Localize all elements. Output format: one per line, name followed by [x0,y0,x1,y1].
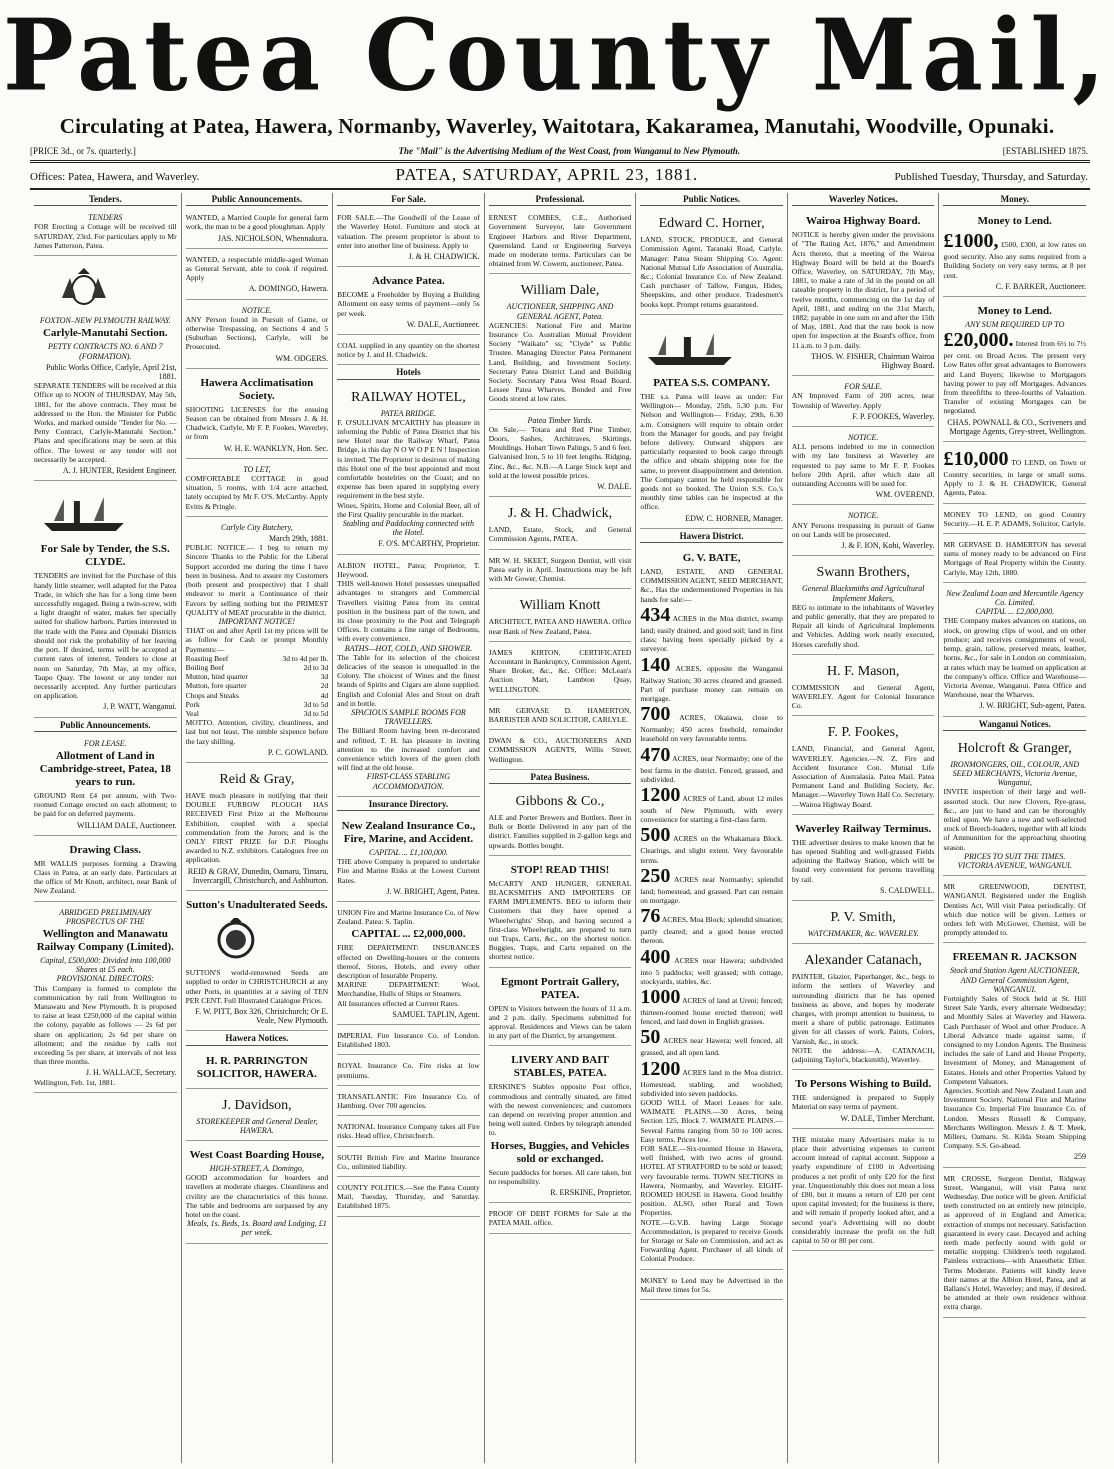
ad-gibbons [489,788,632,856]
ad-heading: PATEA S.S. COMPANY. [653,377,770,390]
property-item: 500 ACRES on the Whakamara Block. Clearings, and slight extent. Very favourable terms. [640,824,783,865]
ad-body: SEPARATE TENDERS will be received at this Office up to NOON of THURSDAY, May 5th, 1881, for the above contracts. They must be addressed to the Hon. the Minister for Public Works, and marked outside "Tender for No. — Petty Contract, Carlyle-Manutahi Section." Plans and specifications may be seen at this office. The lowest or any tender will not necessarily be accepted. [34,381,177,464]
columns [30,193,1090,1463]
ad-heading: TO LET, [243,464,271,474]
ad-heading: ABRIDGED PRELIMINARY PROSPECTUS OF THE [59,907,152,926]
ad-advertisers: THE mistake many Advertisers make is to place their advertising expenses to current account instead of capital account. Suppose a yearly expenditure of £100 in Advertising produces a net profit of only £20 for the first year. Unquestionably this does not mean a loss of £80, but it means a return of £20 per cent upon capital invested; for the business is there, and will remain if properly looked after, and a second year's Advertising will no doubt considerably increase the profit on the full capital to 50 or 80 per cent. [792,1132,935,1251]
ad-body: THE undersigned is prepared to Supply Material on easy terms of payment. [791,1093,935,1112]
ad-body: MR WALLIS purposes forming a Drawing Class in Patea, at an early date. Particulars at the office of Mr Knott, architect, near Bank of New Zealand. [34,858,177,896]
section-heading: Waverley Notices. [792,195,935,206]
ad-body: COMFORTABLE COTTAGE in good situation, 5 rooms, with 1/4 acre attached, lately occupied by Mr F. O'S. McCarthy. Apply Evitts & Pringle. [185,474,329,511]
ad-hotel-sale [337,210,480,267]
ad-heading: West Coast Boarding House, [189,1149,325,1162]
ad-sub: HIGH-STREET, A. Domingo, [209,1164,304,1174]
section-heading: Public Notices. [640,195,783,206]
ad-railway-hotel [337,384,480,555]
ad-signature: W. DALE, Auctioneer. [406,319,480,329]
ad-mason [792,658,935,717]
established-info: [ESTABLISHED 1875. [1002,146,1088,156]
ad-heading: FREEMAN R. JACKSON [952,951,1077,964]
ad-chadwick [489,500,632,549]
ad-signature: J. W. BRIGHT, Agent, Patea. [386,886,480,896]
ad-heading: Edward C. Horner, [658,216,765,232]
ad-body: McCARTY AND HUNGER, GENERAL BLACKSMITHS AND IMPORTERS OF FARM IMPLEMENTS. BEG to inform their Customers that they have opened a Wheelwrights' Shop, and having secured a first-class Wheelwright, are prepared to turn out Traps, Carts, &c., on the shortest notice. Buggies, Traps, and Carts repaired on the shortest notice. [488,878,632,962]
ad-heading: UNION Fire and Marine Insurance Co. of New Zealand. Patea: S. Taplin. [337,907,480,927]
ad-parrington [186,1050,329,1089]
ad-horses: Horses, Buggies, and Vehicles sold or exchanged. [490,1139,630,1165]
ad-body: ALE and Porter Brewers and Bottlers. Beer in Bulk or Bottle Delivered in any part of the district. Families supplied in 2-gallon kegs and upwards. Bottles bought. [488,812,632,850]
property-item: 1000 ACRES of land at Ureni; fenced; thirteen-roomed house erected thereon; well fenced, and laid down in English grasses. [640,985,783,1027]
ad-notice-ion [792,508,935,556]
ad-heading: P. V. Smith, [830,909,896,925]
ad-body: WANTED, a respectable middle-aged Woman as General Servant, able to cook if required. Apply [185,254,329,283]
ad-signature: A. J. HUNTER, Resident Engineer. [62,466,177,476]
offices-info: Offices: Patea, Hawera, and Waverley. [30,171,200,183]
column-5 [636,193,788,1463]
ad-heading: Wairoa Highway Board. [805,215,921,228]
ad-heading: J. & H. Chadwick, [507,506,613,522]
ad-body: COAL supplied in any quantity on the shortest notice by J. and H. Chadwick. [337,341,480,360]
ad-heading: Money to Lend. [977,215,1052,228]
ad-signature: C. F. BARKER, Auctioneer. [995,281,1087,291]
masthead [0,0,1114,112]
ad-body: THE advertiser desires to make known that he has opened Stabling and well-grassed Fields adjoining the Railway Station, which will be found very convenient for persons travelling by rail. [791,837,935,884]
ad-directors: PROVISIONAL DIRECTORS: [56,974,154,984]
ad-heading: H. R. PARRINGTON SOLICITOR, HAWERA. [196,1054,317,1080]
ad-fookes [792,719,935,814]
ad-signature: CHAS. POWNALL & CO., Scriveners and Mortgage Agents, Grey-street, Wellington. [947,417,1087,436]
price-row: Mutton, fore quarter 2d [185,681,329,691]
ad-wanted-couple [186,210,329,249]
ad-body: AN Improved Farm of 200 acres, near Township of Waverley. Apply [791,391,935,410]
ad-body: On Sale,— Totara and Red Pine Timber, Doors, Sashes, Architraves, Skirtings, Mouldings. Hobart Town Palings, 5 and 6 feet. Galvanised Iron, 5 to 10 feet lengths. Ridging, Zinc, &c., &c. N.B.—A Large Stock kept and sold at the lowest possible prices. [488,424,632,480]
ad-nz-loan [943,586,1086,717]
ad-railway [34,259,177,481]
section-heading: Money. [943,195,1086,206]
ad-signature: WM. ODGERS. [275,353,329,363]
ad-signature: F. O'S. M'CARTHY, Proprietor. [378,539,480,549]
ad-more: GOOD WILL of Maori Leases for sale. WAIMATE PLAINS.—30 Acres, being Section 125, Block 7. WAIMATE PLAINS.—Several Farms ranging from 50 to 100 acres. Easy terms. Prices low. [640,1097,783,1144]
ad-signature: A. DOMINGO, Hawera. [248,284,329,294]
ad-signature: WM. OVEREND. [875,490,935,500]
ad-money-adams: MONEY TO LEND, on good Country Security.—H. E. P. ADAMS, Solicitor, Carlyle. [943,507,1086,534]
ad-body: GOOD accommodation for boarders and travellers at moderate charges. Cleanliness and civility are the characteristics of this house. The table and bedrooms are surpassed by any hotel on the coast. [185,1173,329,1220]
ad-prices: PRICES TO SUIT THE TIMES. [964,851,1066,861]
section-heading: Hotels [337,368,480,379]
ad-signature: W. H. E. WANKLYN, Hon. Sec. [223,443,329,453]
ad-combes: ERNEST COMBES, C.E., Authorised Government Surveyor, late Government Engineer Harbors and River Department, Queensland. Land or Engineering Surveys made on moderate terms. Particulars can be obtained from W. Cowern, auctioneer, Patea. [489,210,632,274]
ad-body: ANY Person found in Pursuit of Game, or otherwise Trespassing, on Sections 4 and 5 (Suburban Sections), Carlyle, will be Prosecuted. [185,314,329,352]
steamship-icon [640,325,740,369]
ad-holcroft [943,735,1086,876]
ad-lease [34,736,177,836]
ad-capital: Capital, £500,000: Divided into 100,000 Shares at £5 each. [40,955,171,975]
ad-timber [489,413,632,498]
publication-days: Published Tuesday, Thursday, and Saturday. [894,171,1088,183]
section-heading: Tenders. [34,195,177,206]
ad-heading: To Persons Wishing to Build. [795,1078,932,1091]
ad-heading: For Sale by Tender, the S.S. CLYDE. [40,543,170,569]
ad-boarding-house [186,1144,329,1244]
ad-body: F. O'SULLIVAN M'CARTHY has pleasure in informing the Public of Patea District that his new Hotel near the Railway Wharf, Patea Bridge, is this day N O W O P E N ! Inspection is invited. The Proprietor is desirous of making this Hotel one of the best appointed and most comfortable hostelries on the Coast; and no expense has been spared in supplying every requirement in the best style. [337,417,480,501]
section-heading: Public Announcements. [186,195,329,206]
ad-heading: FOR LEASE. [83,738,127,748]
ad-heading: Reid & Gray, [219,771,295,787]
ad-signature: REID & GRAY, Dunedin, Oamaru, Timaru, Invercargill, Christchurch, and Ashburton. [187,866,329,885]
ad-jackson [943,946,1086,1167]
ad-title: Wellington and Manawatu Railway Company (Limited). [36,927,174,953]
ad-signature: F. P. FOOKES, Waverley. [852,411,935,421]
ad-signature: J. W. BRIGHT, Sub-agent, Patea. [979,701,1087,711]
ad-money-chadwick [943,445,1086,504]
ad-signature: JAS. NICHOLSON, Whennakura. [217,233,329,243]
ad-nz-insurance [337,815,480,902]
ad-note: NOTE.—G.V.B. having Large Storage Accommodation, is prepared to receive Goods for Storage or Sale on Commission, and act as Forwarding Agent. Purchaser of all kinds of Colonial Produce. [640,1217,783,1264]
coat-of-arms-icon [34,266,134,310]
ad-heading: Egmont Portrait Gallery, PATEA. [500,975,620,1001]
ad-build [792,1073,935,1129]
ad-money-barker [943,210,1086,297]
ad-signature: S. CALDWELL. [880,885,935,895]
price-row: Veal 3d to 5d [185,708,329,718]
section-heading: Wanganui Notices. [943,720,1086,731]
ad-stabling: Stabling and Paddocking connected with the Hotel. [342,519,474,538]
ad-heading: Sutton's Unadulterated Seeds. [186,898,328,911]
ad-capital: CAPITAL ... £1,100,000. [369,847,448,857]
section-heading: For Sale. [337,195,480,206]
ad-heading: William Dale, [520,283,600,299]
price-row: Chops and Steaks 4d [185,690,329,700]
price-row: Boiling Beef 2d to 3d [185,662,329,672]
ad-capital: CAPITAL ... £2,000,000. [351,928,466,941]
ad-heading: H. F. Mason, [826,663,900,679]
column-1 [30,193,182,1463]
section-heading: Insurance Directory. [337,800,480,811]
ad-body: ANY Persons trespassing in pursuit of Game on our Lands will be prosecuted. [791,520,935,539]
ad-heading: Drawing Class. [69,843,142,856]
ad-body: BEG to intimate to the inhabitants of Waverley and public generally, that they are prepared to Repair all kinds of Agricultural Implements and Vehicles. Adding work neatly executed, Horses carefully shod. [791,602,935,649]
ad-body: THE Company makes advances on stations, on stock, on growing clips of wool, and on other produce; and receives consignments of wool, hemp, grain, tallow, preserved meats, leather, horns, &c., for sale in London on commission, at rates which may be learned on application at the company's office. Office and Warehouse—Victoria Avenue, Wanganui. Patea Office and Warehouse, near the Wharves. [943,616,1087,700]
ad-heading: RAILWAY HOTEL, [351,389,466,405]
ad-body: PAINTER, Glazier, Paperhanger, &c., begs to inform the settlers of Waverley and surrounding districts that he has opened business as above, and hopes by moderate charges, with prompt attention to business, to merit a share of public patronage. Estimates given for all classes of work. Paints, Colors, Varnish, &c., in stock. [791,972,935,1046]
ad-tenders [34,210,177,256]
ad-signature: W. DALE. [597,482,632,492]
property-item: 1200 ACRES of Land, about 12 miles south of New Plymouth, with every convenience for starting a first-class farm. [640,783,783,825]
ad-agencies: Agencies. Scottish and New Zealand Loan and Investment Society. National Fire and Marine Insurance Co. Imperial Fire Insurance Co. of London. Messrs Russell & Company, Merchants Wellington. Messrs J. & T. Meek, Millers, Oamaru. St. Kilda Steam Shipping Company. S.S. Go-ahead. [943,1086,1087,1151]
ad-body: THE s.s. Patea will leave as under: For Wellington— Monday, 25th, 5.30 p.m. For Nelson and Wellington— Friday, 29th, 6.30 a.m. Consigners will require to obtain order from the Manager for goods, and pay freight before delivery. Outward shippers are particularly requested to book cargo through the office and obtain shipping note for the same, to prevent disappointment and detention. The Company cannot be held responsible for goods not so booked. The Union S.S. Co.'s monthly time tables can be inspected at the office. [640,392,783,512]
subline [30,146,1088,156]
masthead-title: Patea County Mail, [3,0,1111,114]
price-row: Mutton, hind quarter 3d [185,672,329,682]
property-item: 700 ACRES, Okaiawa, close to Normanby; 450 acres freehold, remainder leasehold on very favourable terms. [640,703,783,744]
ad-body: This Company is formed to complete the communication by rail from Wellington to Manawatu and New Plymouth. It is proposed to raise at least £250,000 of the capital within the colony, payable as follows — 2s 6d per share on application; 2s 6d per share on allotment; and the residue by calls not exceeding 5s per share, at intervals of not less than three months. [34,983,177,1067]
ad-body: LAND, STOCK, PRODUCE, and General Commission Agent, Taranaki Road, Carlyle. Manager: Patea Steam Shipping Co. Agent: National Mutual Life Association of Australia, &c.; Colonial Insurance Co. of New Zealand. Cash purchaser of Tallow, Fungus, Hides, Sheepskins, and other produce. Tradesmen's books kept. Prompt returns guaranteed. [640,235,783,309]
ad-heading: Holcroft & Granger, [957,740,1072,756]
ad-advance-patea [337,270,480,335]
ad-body: COMMISSION and General Agent, WAVERLEY. Agent for Colonial Insurance Co. [791,682,935,711]
ad-greenwood: MR GREENWOOD, DENTIST, WANGANUI. Registered under the English Dentists Act, Will visit Patea periodically. Of which due notice will be given. Letters or orders left with Mr.Gower, Chemist, will be promptly attended to. [943,879,1086,943]
section-heading: Hawera District. [640,532,783,543]
ad-body: PUBLIC NOTICE.— I beg to return my Sincere Thanks to the Public for the Liberal Support accorded me during the time I have been in business. And to assure my Customers (both present and prospective) that I shall endeavor to merit a Continuance of their Favors by selling nothing but the PRIMEST QUALITY of MEAT procurable in the district. [185,543,329,617]
ad-imperial: IMPERIAL Fire Insurance Co. of London. Established 1803. [337,1028,480,1055]
ad-heading: NOTICE. [847,511,879,521]
ad-heading: G. V. BATE, [682,552,741,565]
ad-body: THAT on and after April 1st my prices will be as follow for Cash or prompt Monthly Payments:— [185,626,329,654]
ad-body: ERSKINE'S Stables opposite Post office, commodious and centrally situated, are fitted with the newest conveniences; and customers can depend on receiving proper attention and being well suited. Orders by telegraph attended to. [488,1082,632,1138]
ad-body: WATCHMAKER, &c. WAVERLEY. [807,928,919,938]
ad-reid-gray [186,766,329,891]
ad-proof: PROOF OF DEBT FORMS for Sale at the PATEA MAIL office. [489,1206,632,1233]
ad-notice-trespass [186,303,329,369]
ad-sutton [186,894,329,1031]
ad-davidson [186,1092,329,1141]
ad-marine: MARINE DEPARTMENT: Wool, Merchandise, Hulls of Ships or Steamers. [337,980,480,999]
property-item: 250 ACRES near Normanby; splendid land; homestead, and grassed. Part can remain on mortgage. [640,864,783,905]
ad-body: THE above Company is prepared to undertake Fire and Marine Risks at the Lowest Current Rates. [337,857,480,885]
ad-body: HAVE much pleasure in notifying that their DOUBLE FURROW PLOUGH HAS RECEIVED First Prize at the Melbourne Exhibition, coupled with a special commendation from the Jurors; and is the ONLY FIRST PRIZE for D.F. Ploughs awarded to N.Z. exhibitors. Catalogues free on application. [185,790,329,865]
ad-south-british: SOUTH British Fire and Marine Insurance Co., unlimited liability. [337,1150,480,1177]
ad-heading: J. Davidson, [222,1097,292,1113]
ad-heading: Waverley Railway Terminus. [795,822,932,835]
ad-number: 259 [1074,1152,1087,1162]
ad-crosse: MR CROSSE, Surgeon Dentist, Ridgway Street, Wanganui, will visit Patea next Wednesday. Due notice will be given. Artificial teeth constructed on an entirely new principle, as approved of in England and America; extraction of stumps not necessary. Satisfaction guaranteed in every case. Decayed and aching teeth made perfectly sound with gold or metallic stopping. Children's teeth regulated. Painless extractions—with Anaesthetic Ether. Terms Moderate. Patients will kindly leave their names at the Albion Hotel, Patea, and at Ballans's Hotel, Waverley; and may, if desired, be attended at their own residence without extra charge. [943,1171,1086,1318]
section-heading: Public Announcements. [34,721,177,732]
ad-heading: Alexander Catanach, [804,953,922,969]
ad-mccarty [489,859,632,968]
ad-wanted-servant [186,252,329,300]
ad-sub: IRONMONGERS, OIL, COLOUR, AND SEED MERCHANTS, Victoria Avenue, Wanganui, [950,759,1080,788]
ad-body: THIS well-known Hotel possesses unequalled advantages to strangers and Commercial Travellers visiting Patea from its central position in the business part of the town, and its close proximity to the Post and Telegraph Offices. It contains a fine range of Bedrooms, with every convenience. [337,579,480,644]
ad-heading: F. P. Fookes, [827,725,899,741]
ad-butchery [186,520,329,763]
ad-subheading: Carlyle-Manutahi Section. [42,327,168,340]
ad-body: BECOME a Freeholder by Buying a Building Allotment on easy terms of payment—only 5s per week. [337,290,480,318]
ad-money-note: MONEY to Lend may be Advertised in the Mail three times for 5s. [640,1273,783,1300]
ad-fire: FIRE DEPARTMENT: INSURANCES effected on Dwelling-houses or the contents thereof, Stores, Hotels, and every other description of Insurable Property. [337,943,480,980]
ad-heading: Gibbons & Co., [515,793,605,809]
ad-sub: AUCTIONEER, SHIPPING AND GENERAL AGENT, Patea. [506,302,614,321]
steamship-icon [34,491,134,535]
ad-albion-hotel [337,558,480,797]
ad-notice-overend [792,430,935,505]
ad-body: NOTICE is hereby given under the provisions of "The Rating Act, 1876," and Amendment Acts thereto, that a meeting of the Wairoa Highway Board will be held at the Board's Office, Waverley, on SATURDAY, 7th May, 1881, to make a rate of 3d in the pound on all rateable property in the district, for a period of twelve months, commencing on the 1st day of April, 1881, and ending on the 31st March, 1882; payable in one sum on and after the 15th of May, 1881. And that the rate book is now open for inspection at the Board's office, from 11 a.m. to 3 p.m. daily. [791,230,935,350]
ad-body: LAND, ESTATE, AND GENERAL COMMISSION AGENT, SEED MERCHANT, &c., Has the undermentioned Properties in his hands for sale:— [640,567,783,604]
advertising-medium: The "Mail" is the Advertising Medium of the West Coast, from Wanganui to New Plymouth. [398,146,741,156]
column-4 [485,193,637,1463]
property-item: 434 ACRES in the Moa district, swamp land; easily drained, and good soil; land in first class; having been specially picked by a surveyor. [640,603,783,654]
ad-body: GROUND Rent £4 per annum, with Two-roomed Cottage erected on each allotment; to be paid for on deferred payments. [34,790,177,819]
ad-heading: William Knott [519,598,601,614]
column-2 [182,193,334,1463]
ad-note: NOTE the address:—A. CATANACH, (adjoining Taylor's, blacksmith), Waverley. [791,1045,935,1064]
ad-politics: COUNTY POLITICS.—See the Patea County Mail, Tuesday, Thursday, and Saturday. Established 1875. [337,1180,480,1217]
ad-prospectus [34,905,177,1093]
ad-heading: ALBION HOTEL, Patea; Proprietor, T. Heywood. [337,560,480,579]
ad-heading: Carlyle City Butchery, [220,522,293,532]
column-3 [333,193,485,1463]
property-item: 50 ACRES near Hawera; well fenced, all grassed, and all open land. [640,1026,783,1058]
ad-office: Public Works Office, Carlyle, April 21st, 1881. [45,362,177,382]
ad-body: OPEN to Visitors between the hours of 11 a.m. and 2 p.m. daily. Specimens submitted for approval. Residences and Views can be taken in any part of the District, by arrangement. [488,1003,632,1041]
ad-body: LAND, Financial, and General Agent, WAVERLEY. Agencies.—N. Z. Fire and Accident Insurance Con. Mutual Life Association of Australasia. Patea Mail. Patea Permanent Land and Building Society, &c. Manager.—Waverley Town Hall Co. Secretary.—Wairoa Highway Board. [791,744,935,809]
ad-title: Allotment of Land in Cambridge-street, Patea, 18 years to run. [39,749,171,788]
ad-body: Secure paddocks for horses. All care taken, but no responsibility. [488,1167,632,1186]
ad-heading: LIVERY AND BAIT STABLES, PATEA. [511,1054,609,1080]
ad-royal: ROYAL Insurance Co. Fire risks at low premiums. [337,1058,480,1085]
ad-stabling: FIRST-CLASS STABLING ACCOMMODATION. [366,772,451,791]
ad-union-insurance [337,905,480,1025]
ad-sub: PATEA BRIDGE. [380,408,437,418]
ad-body: TENDERS are invited for the Purchase of this handy little steamer, well adapted for the Patea Trade, in which she has for a long time been successfully engaged. Being a twin-screw, with a light draught of water, makes her specially suited for shallow harbors. Parties interested in the trade with the Patea and Opunaki Districts should not risk the probability of her leaving the port. If desired, terms will be accepted at current rates of interest. Tenders to close at noon on Saturday, 7th May, at my office, Taupo Quay. The lowest or any tender not necessarily accepted. Any further particulars on application. [34,571,177,701]
ad-signature: Meals, 1s. Beds, 1s. Board and Lodging, £1 per week. [187,1219,327,1238]
ad-wines: Wines, Spirits, Home and Colonial Beer, all of the First Quality procurable in the market. [337,500,480,519]
ad-signature: J. & F. ION, Kohi, Waverley. [841,541,935,551]
ad-to-let [186,462,329,517]
ad-billiard: The Billiard Room having been re-decorated and refitted, T. H. has pleasure in inviting attention to the increased comfort and convenience which lovers of the green cloth will find at the old house. [337,726,480,773]
ad-sub: Stock and Station Agent AUCTIONEER, AND General Commission Agent, WANGANUI. [950,966,1080,994]
column-6 [788,193,940,1463]
ad-signature: SAMUEL TAPLIN, Agent. [392,1009,480,1019]
price-row: Pork 3d to 5d [185,699,329,709]
ad-signature: R. ERSKINE, Proprietor. [550,1188,632,1198]
section-heading: Patea Business. [489,773,632,784]
ad-body: ALL persons indebted to me in connection with my late business at Waverley are requested to pay same to Mr F. P. Fookes before 20th April, after which date all outstanding Accounts will be sued for. [791,442,935,489]
dateline: PATEA, SATURDAY, APRIL 23, 1881. [395,165,699,184]
ad-rooms: SPACIOUS SAMPLE ROOMS FOR TRAVELLERS. [351,707,466,727]
ad-body: The Table for its selection of the choicest delicacies of the season is unequalled in the Colony. The choicest of Wines and the finest brands of Spirits and Cigars are alone supplied. English and Colonial Ales and Stout on draft and in bottle. [337,652,480,708]
ad-signature: WILLIAM DALE, Auctioneer. [77,820,177,830]
ad-egmont [489,971,632,1047]
ad-swann [792,559,935,654]
ad-heading: Money to Lend. [977,305,1052,318]
ad-contracts: PETTY CONTRACTS NO. 6 AND 7 (FORMATION). [48,342,163,361]
dateline-rule [30,188,1090,190]
ad-signature: P. C. GOWLAND. [267,747,329,757]
property-item: 470 ACRES, near Normanby; one of the best farms in the district. Fenced, grassed, and subdivided. [640,743,783,784]
section-heading: Hawera Notices. [186,1034,329,1045]
ad-signature: J. P. WATT, Wanganui. [103,702,177,712]
ad-hamerton: MR GERVASE D. HAMERTON, BARRISTER AND SOLICITOR, CARLYLE. [489,703,632,730]
price-info: [PRICE 3d., or 7s. quarterly.] [30,146,136,156]
ad-drawing-class [34,839,177,902]
ad-stop: STOP! READ THIS! [510,863,610,876]
ad-farm-sale [792,379,935,427]
property-item: 400 ACRES near Hawera; subdivided into 5 paddocks; well grassed; with cottage, stockyards, stables, &c. [640,945,783,986]
price-row: Roasting Beef 3d to 4d per lb. [185,653,329,663]
ad-more: FOR SALE.—Six-roomed House in Hawera, well finished, with two acres of ground. HOTEL AT STRATFORD to be sold or leased; very favourable terms. TOWN SECTIONS in Hawera, Normanby, and Waverley. EIGHT-ROOMED HOUSE in Hawera. Good healthy position. ALSO, other Rural and Town Properties. [640,1143,783,1218]
ad-bate [640,547,783,1270]
ad-smith [792,904,935,944]
ad-body: SHOOTING LICENSES for the ensuing Season can be obtained from Messrs J. & H. Chadwick, Carlyle, Mr F. P. Fookes, Waverley, or from [185,404,329,442]
ad-body: SUTTON'S world-renowned Seeds are supplied to order in CHRISTCHURCH at any other Ports, in quantities at a saving of TEN PER CENT. Full Illustrated Catalogue Prices. [185,968,329,1005]
ad-heading: FOR SALE. [844,382,883,392]
ad-body: INVITE inspection of their large and well-assorted stock. Our new Clovers, Rye-grass, &c., are just to hand and can be thoroughly relied upon. We have a new and well-selected stock of Breech-loaders, together with all kinds of Ammunition for the approaching shooting season. [943,787,1087,852]
ad-transatlantic: TRANSATLANTIC Fire Insurance Co. of Hamburg. Over 700 agencies. [337,1089,480,1116]
property-item: 76 ACRES, Moa Block; splendid situation; partly cleared; and a good house erected thereon. [640,905,783,946]
ad-heading: NOTICE. [241,305,273,315]
ad-signature: THOS. W. FISHER, Chairman Wairoa Highway Board. [811,351,935,371]
ad-william-dale [489,277,632,409]
ad-skeet: MR W. H. SKEET, Surgeon Dentist, will visit Patea early in April. Instructions may be left with Mr Gower, Chemist. [489,553,632,590]
ad-acclimatisation [186,372,329,459]
ad-heading: FOXTON–NEW PLYMOUTH RAILWAY. [39,316,171,326]
ad-heading: Patea Timber Yards. [527,415,593,425]
masthead-rule [30,160,1090,163]
ad-sub: General Blacksmiths and Agricultural Implement Makers, [802,584,925,603]
ad-terminus [792,818,935,901]
ad-national: NATIONAL Insurance Company takes all Fire risks. Head office, Christchurch. [337,1119,480,1146]
ad-knott [489,592,632,641]
ad-capital: CAPITAL ... £2,000,000. [975,607,1055,617]
ad-heading: Swann Brothers, [816,565,910,581]
ad-motto: MOTTO. Attention, civility, cleanliness, and last but not least, The nimble sixpence before the lazy shilling. [185,718,329,746]
ad-kirton: JAMES KIRTON, CERTIFICATED Accountant in Bankruptcy, Commission Agent, Share Broker, &c., &c. Office: McLean's Auction Mart, Lambton Quay, WELLINGTON. [489,645,632,700]
circulating-line: Circulating at Patea, Hawera, Normanby, Waverley, Waitotara, Kakaramea, Manutahi, Woodville, Opunaki. [59,114,1055,138]
ad-body: AGENCIES: National Fire and Marine Insurance Co. Australian Mutual Provident Society "Waikato" ss; "Clyde" ss Public Trustee. Managing Director Patea Permanent Land, Building, and Investment Society. Secretary Patea District Land and Building Society. Secretary Patea West Road Board. Lessee Patea Wharves. Bonded and Free Goods stored at low rates. [488,320,632,404]
ad-signature: EDW. C. HORNER, Manager. [685,513,783,523]
ad-body: £10,000 TO LEND, on Town or Country securities, in large or small sums. Apply to J. & H. CHADWICK, General Agents, Patea. [943,448,1087,498]
ad-body: STOREKEEPER and General Dealer, HAWERA. [196,1116,318,1135]
ad-signature: F. W. PITT, Box 326, Christchurch; Or E. Veale, New Plymouth. [195,1007,329,1026]
ad-money-hamerton: MR GERVASE D. HAMERTON has several sums of money ready to be advanced on First Mortgage of Real Property within the County. Carlyle, May 12th, 1880. [943,537,1086,583]
ad-address: VICTORIA AVENUE, WANGANUI. [957,860,1072,870]
ad-all: All Insurances effected at Current Rates. [337,998,460,1008]
ad-heading: TENDERS [88,213,123,223]
ad-body: LAND, Estate, Stock, and General Commission Agents, PATEA. [488,525,632,544]
ad-dwan: DWAN & CO., AUCTIONEERS AND COMMISSION AGENTS, Willis Street, Wellington. [489,733,632,770]
ad-body: FOR SALE.—The Goodwill of the Lease of the Waverley Hotel. Furniture and stock at valuation. The present proprietor is about to enter into another line of business. Apply to [337,213,480,250]
ad-clyde [34,484,177,717]
ad-date: March 29th, 1881. [269,534,329,544]
ad-date: Wellington, Feb. 1st, 1881. [34,1077,116,1087]
ad-signature: J. H. WALLACE, Secretary. [85,1068,177,1078]
ad-body: FOR Erecting a Cottage will be received till SATURDAY, 23rd. For particulars apply to Mr James Patterson, Patea. [34,222,177,250]
ad-coal [337,338,480,365]
column-7 [939,193,1090,1463]
ad-catanach [792,947,935,1070]
property-item: 140 ACRES, opposite the Wanganui Railway Station; 30 acres cleared and grassed. Part of purchase money can remain on mortgage. [640,653,783,703]
ad-heading: Advance Patea. [372,275,445,288]
ad-sub: ANY SUM REQUIRED UP TO [965,320,1065,330]
ad-body: £1000, £500, £300, at low rates on good security. Also any sums required from a Building Society on very easy terms, at 8 per cent. [943,230,1087,280]
ad-highway-board [792,210,935,376]
ad-body: £20,000. Interest from 6½ to 7½ per cent. on Broad Acres. The present very Low Rates offer great advantages to Borrowers and Land Buyers; likewise to Mortgagors having power to pay off Mortgages. Advances from threefifths to three-fourths of Valuation. Transfer of existing Mortgages can be negotiated. [943,329,1087,416]
ad-horner [640,210,783,315]
ad-heading: Hawera Acclimatisation Society. [200,376,314,402]
ad-body: WANTED, a Married Couple for general farm work, the man to be a good ploughman. Apply [185,213,329,232]
ad-signature: W. DALE, Timber Merchant. [840,1113,935,1123]
dateline-bar [30,165,1088,185]
ad-notice: IMPORTANT NOTICE! [218,616,296,626]
ad-baths: BATHS—HOT, COLD, AND SHOWER. [344,643,473,653]
ad-body: Fortnightly Sales of Stock held at St. Hill Street Sale Yards, every alternate Wednesday; and Monthly Sales at Waverley and Hawera. Cash Purchaser of Wool and other Produce. A Liberal Advance made against same, if consigned to my London Agents. The Business includes the sale of Land and House Property, Investment of Money, and Management of Estates. Hotels and other Properties Valued by Competent Valuators. [943,993,1087,1086]
property-item: 1200 ACRES land in the Moa district. Homestead, stabling, and woolshed; subdivided into seven paddocks. [640,1057,783,1098]
section-heading: Professional. [489,195,632,206]
ad-heading: New Zealand Loan and Mercantile Agency Co. Limited. [946,588,1084,608]
ad-heading: New Zealand Insurance Co., Fire, Marine, and Accident. [341,819,476,845]
ad-money-pownall [943,300,1086,442]
royal-seal-icon [186,918,286,962]
ad-livery [489,1049,632,1203]
ad-steam-company [640,318,783,529]
ad-body: ARCHITECT, PATEA AND HAWERA. Office near Bank of New Zealand, Patea. [488,617,632,636]
ad-signature: J. & H. CHADWICK. [408,252,480,262]
ad-heading: NOTICE. [847,433,879,443]
